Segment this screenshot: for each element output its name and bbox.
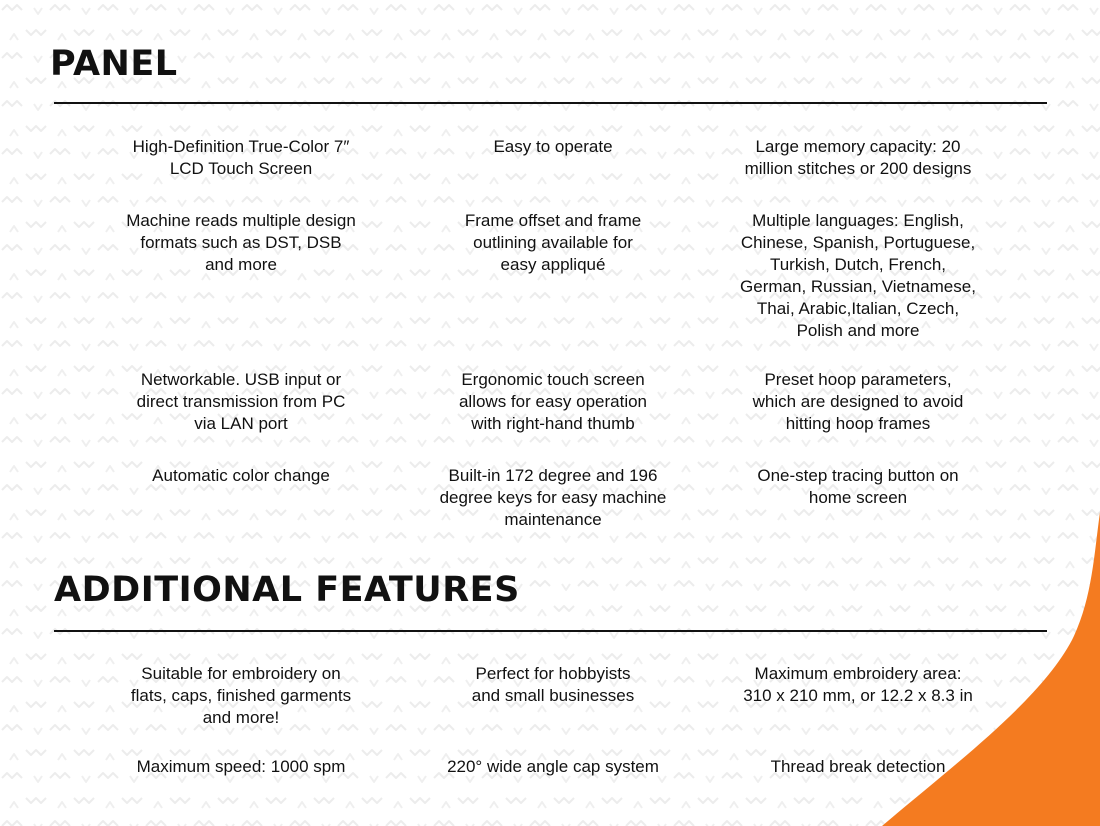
panel-divider	[54, 102, 1047, 104]
feature-item-cap-system: 220° wide angle cap system	[447, 757, 659, 776]
panel-item-memory: Large memory capacity: 20 million stitches or 200 designs	[744, 137, 972, 178]
additional-features-divider	[54, 630, 1047, 632]
panel-item-touch-screen: High-Definition True-Color 7″ LCD Touch Screen	[132, 137, 350, 178]
panel-item-tracing-button: One-step tracing button on home screen	[757, 466, 959, 507]
feature-item-max-speed: Maximum speed: 1000 spm	[136, 757, 346, 776]
panel-item-languages: Multiple languages: English, Chinese, Spanish, Portuguese, Turkish, Dutch, French, German, Russian, Vietnamese, Thai, Arabic,Italian, Czech, Polish and more	[740, 211, 976, 340]
panel-item-hoop-parameters: Preset hoop parameters, which are designed to avoid hitting hoop frames	[752, 370, 964, 433]
feature-item-embroidery-types: Suitable for embroidery on flats, caps, finished garments and more!	[130, 664, 352, 727]
feature-item-embroidery-area: Maximum embroidery area: 310 x 210 mm, or 12.2 x 8.3 in	[743, 664, 973, 705]
feature-item-thread-break: Thread break detection	[770, 757, 946, 776]
panel-item-design-formats: Machine reads multiple design formats such as DST, DSB and more	[126, 211, 356, 274]
panel-item-frame-offset: Frame offset and frame outlining available for easy appliqué	[464, 211, 642, 274]
panel-item-ergonomic: Ergonomic touch screen allows for easy operation with right-hand thumb	[458, 370, 648, 433]
additional-features-title: ADDITIONAL FEATURES	[54, 570, 520, 610]
panel-item-degree-keys: Built-in 172 degree and 196 degree keys for easy machine maintenance	[439, 466, 667, 529]
panel-section-title: PANEL	[50, 44, 178, 84]
panel-item-color-change: Automatic color change	[152, 466, 330, 485]
feature-item-hobbyists: Perfect for hobbyists and small businesses	[471, 664, 635, 705]
panel-item-networkable: Networkable. USB input or direct transmission from PC via LAN port	[136, 370, 346, 433]
panel-item-easy-operate: Easy to operate	[493, 137, 613, 156]
